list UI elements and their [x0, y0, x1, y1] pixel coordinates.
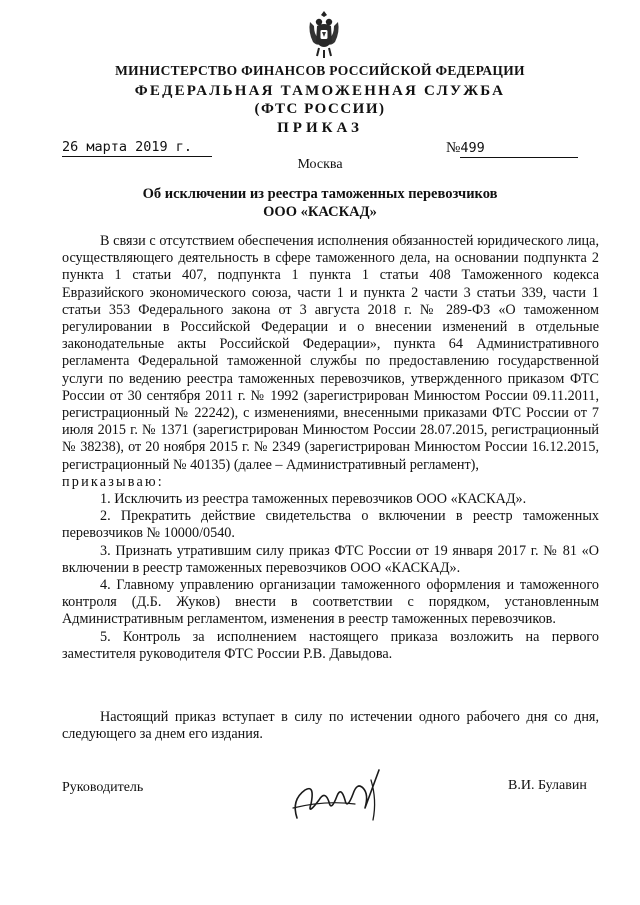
order-item: 2. Прекратить действие свидетельства о включении в реестр таможенных перевозчиков № 10000/0540.: [62, 508, 599, 542]
order-number: 499: [460, 140, 578, 158]
coat-of-arms-icon: [305, 8, 343, 60]
order-item: 5. Контроль за исполнением настоящего приказа возложить на первого заместителя руководителя ФТС России Р.В. Давыдова.: [62, 628, 599, 662]
city: Москва: [297, 157, 343, 172]
service-short-name: (ФТС РОССИИ): [254, 101, 386, 117]
order-body: [62, 233, 599, 663]
service-name: ФЕДЕРАЛЬНАЯ ТАМОЖЕННАЯ СЛУЖБА: [134, 83, 506, 99]
order-title-line-2: ООО «КАСКАД»: [263, 204, 377, 220]
preamble-paragraph: В связи с отсутствием обеспечения исполнения обязанностей юридического лица, осуществляющего деятельность в сфере таможенного дела, на основании подпункта 2 пункта 1 статьи 407, подпункта 1 пункта 1 статьи 408 Таможенного кодекса Евразийского экономического союза, части 1 и пункта 2 части 3 статьи 339, части 1 статьи 353 Федерального закона от 3 августа 2018 г. № 289-ФЗ «О таможенном регулировании в Российской Федерации и о внесении изменений в отдельные законодательные акты Российской Федерации», пункта 64 Административного регламента Федеральной таможенной службы по предоставлению государственной услуги по ведению реестра таможенных перевозчиков, утвержденного приказом ФТС России от 30 сентября 2011 г. № 1992 (зарегистрирован Минюстом России 09.11.2011, регистрационный № 22242), с изменениями, внесенными приказами ФТС России от 7 июля 2015 г. № 1371 (зарегистрирован Минюстом России 28.07.2015, регистрационный № 38238), от 20 ноября 2015 г. № 2349 (зарегистрирован Минюстом России 16.12.2015, регистрационный № 40135) (далее – Административный регламент),: [62, 233, 599, 473]
signatory-role: Руководитель: [62, 780, 144, 795]
decree-word: приказываю:: [62, 473, 164, 490]
document-type: ПРИКАЗ: [277, 120, 363, 136]
order-title-line-1: Об исключении из реестра таможенных перевозчиков: [142, 186, 498, 202]
order-date: 26 марта 2019 г.: [62, 139, 212, 157]
order-item: 3. Признать утратившим силу приказ ФТС России от 19 января 2017 г. № 81 «О включении в реестр таможенных перевозчиков ООО «КАСКАД».: [62, 542, 599, 576]
closing-paragraph: Настоящий приказ вступает в силу по истечении одного рабочего дня со дня, следующего за днем его издания.: [62, 709, 599, 743]
order-item: 1. Исключить из реестра таможенных перевозчиков ООО «КАСКАД».: [100, 491, 527, 508]
ministry-name: МИНИСТЕРСТВО ФИНАНСОВ РОССИЙСКОЙ ФЕДЕРАЦИИ: [115, 63, 525, 78]
order-item: 4. Главному управлению организации таможенного оформления и таможенного контроля (Д.Б. Жуков) внести в соответствии с порядком, установленным Административным регламентом, изменения в реестр таможенных перевозчиков.: [62, 577, 599, 628]
handwritten-signature-icon: [285, 760, 395, 830]
order-number-field: [446, 139, 596, 158]
number-sign: №: [446, 140, 461, 156]
signatory-name: В.И. Булавин: [508, 778, 587, 793]
